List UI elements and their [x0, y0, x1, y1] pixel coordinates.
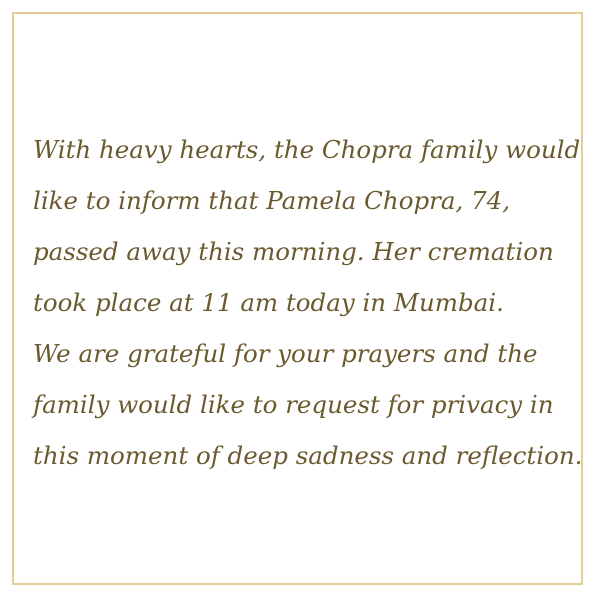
condolence-statement — [33, 124, 583, 481]
statement-line: family would like to request for privacy in — [33, 390, 554, 419]
statement-line: like to inform that Pamela Chopra, 74, — [33, 186, 510, 215]
statement-line: took place at 11 am today in Mumbai. — [33, 288, 504, 317]
statement-line: passed away this morning. Her cremation — [33, 237, 554, 266]
statement-line: We are grateful for your prayers and the — [33, 339, 538, 368]
statement-line: With heavy hearts, the Chopra family would — [33, 135, 581, 164]
statement-line: this moment of deep sadness and reflection. — [33, 441, 583, 470]
